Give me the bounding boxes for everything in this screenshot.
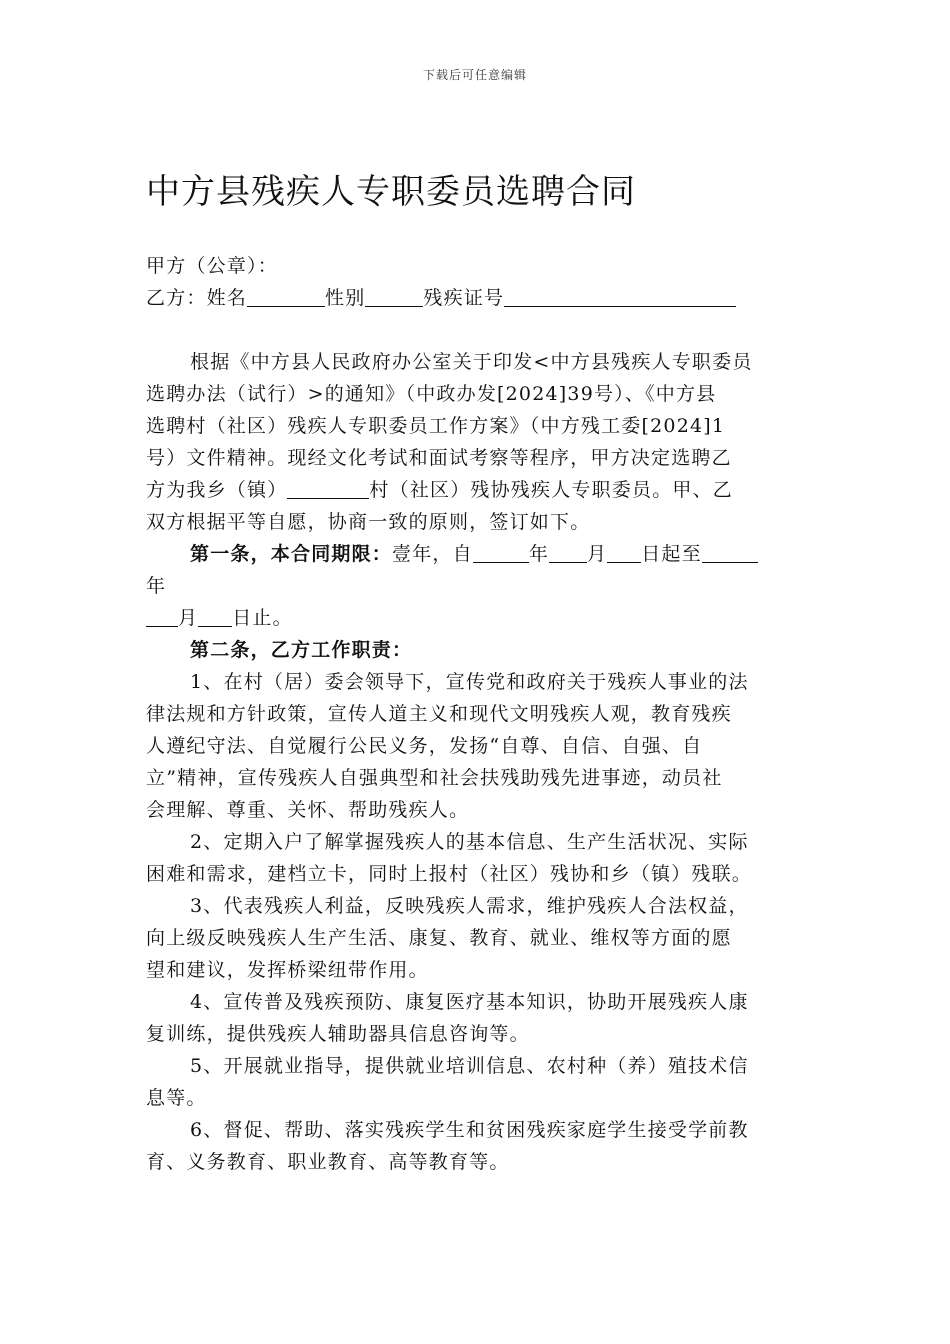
party-a-label: 甲方（公章）： [146, 255, 278, 277]
day-from-label: 日起至 [641, 543, 702, 565]
start-month-blank [549, 542, 587, 563]
article-2-label: 第二条，乙方工作职责： [190, 639, 413, 661]
duty-6-line: 育、义务教育、职业教育、高等教育等。 [146, 1151, 510, 1173]
end-month-blank [146, 606, 178, 627]
document-title: 中方县残疾人专职委员选聘合同 [146, 172, 636, 212]
duty-1-line: 会理解、尊重、关怀、帮助残疾人。 [146, 799, 470, 821]
end-day-blank [198, 606, 232, 627]
intro-line: 号）文件精神。现经文化考试和面试考察等程序，甲方决定选聘乙 [146, 447, 732, 469]
duty-1-line: 1、在村（居）委会领导下，宣传党和政府关于残疾人事业的法 [190, 671, 749, 693]
article-1-text: 壹年，自 [392, 543, 473, 565]
intro-line: 选聘村（社区）残疾人专职委员工作方案》（中方残工委[2024]1 [146, 415, 726, 437]
party-a-line [146, 250, 806, 282]
party-b-line [146, 282, 806, 314]
year-label: 年 [146, 575, 167, 597]
party-b-cert-label: 残疾证号 [423, 287, 505, 309]
cert-number-blank [504, 286, 736, 307]
duty-3-line: 望和建议，发挥桥梁纽带作用。 [146, 959, 429, 981]
gender-blank [365, 286, 423, 307]
article-1-line [146, 602, 806, 634]
duty-1-line: 律法规和方针政策，宣传人道主义和现代文明残疾人观，教育残疾 [146, 703, 732, 725]
party-b-gender-label: 性别 [325, 287, 366, 309]
intro-line: 双方根据平等自愿，协商一致的原则，签订如下。 [146, 511, 591, 533]
duty-6-line: 6、督促、帮助、落实残疾学生和贫困残疾家庭学生接受学前教 [190, 1119, 749, 1141]
intro-line [146, 474, 806, 506]
end-year-blank [702, 542, 758, 563]
start-year-blank [473, 542, 529, 563]
duty-1-line: 立”精神，宣传残疾人自强典型和社会扶残助残先进事迹，动员社 [146, 767, 723, 789]
intro-line: 选聘办法（试行）>的通知》（中政办发[2024]39号）、《中方县 [146, 383, 717, 405]
name-blank [247, 286, 325, 307]
duty-5-line: 5、开展就业指导，提供就业培训信息、农村种（养）殖技术信 [190, 1055, 749, 1077]
duty-4-line: 4、宣传普及残疾预防、康复医疗基本知识，协助开展残疾人康 [190, 991, 749, 1013]
duty-2-line: 困难和需求，建档立卡，同时上报村（社区）残协和乡（镇）残联。 [146, 863, 753, 885]
month-label: 月 [587, 543, 608, 565]
article-1-line [146, 538, 806, 570]
article-1-label: 第一条，本合同期限： [190, 543, 393, 565]
duty-3-line: 3、代表残疾人利益，反映残疾人需求，维护残疾人合法权益， [190, 895, 749, 917]
article-2-line [146, 634, 806, 666]
day-end-label: 日止。 [232, 607, 293, 629]
intro-text: 方为我乡（镇） [146, 479, 288, 501]
document-body [146, 250, 806, 1178]
duty-2-line: 2、定期入户了解掌握残疾人的基本信息、生产生活状况、实际 [190, 831, 749, 853]
village-blank [287, 478, 369, 499]
year-label: 年 [528, 543, 550, 565]
duty-1-line: 人遵纪守法、自觉履行公民义务，发扬“自尊、自信、自强、自 [146, 735, 703, 757]
spacer [146, 314, 806, 346]
intro-line: 根据《中方县人民政府办公室关于印发<中方县残疾人专职委员 [190, 351, 753, 373]
duty-5-line: 息等。 [146, 1087, 207, 1109]
intro-text: 村（社区）残协残疾人专职委员。甲、乙 [369, 479, 734, 501]
month-label: 月 [178, 607, 199, 629]
header-note: 下载后可任意编辑 [422, 68, 527, 82]
article-1-line [146, 570, 806, 602]
party-b-name-label: 乙方：姓名 [146, 287, 248, 309]
start-day-blank [607, 542, 641, 563]
duty-4-line: 复训练，提供残疾人辅助器具信息咨询等。 [146, 1023, 530, 1045]
duty-3-line: 向上级反映残疾人生产生活、康复、教育、就业、维权等方面的愿 [146, 927, 732, 949]
